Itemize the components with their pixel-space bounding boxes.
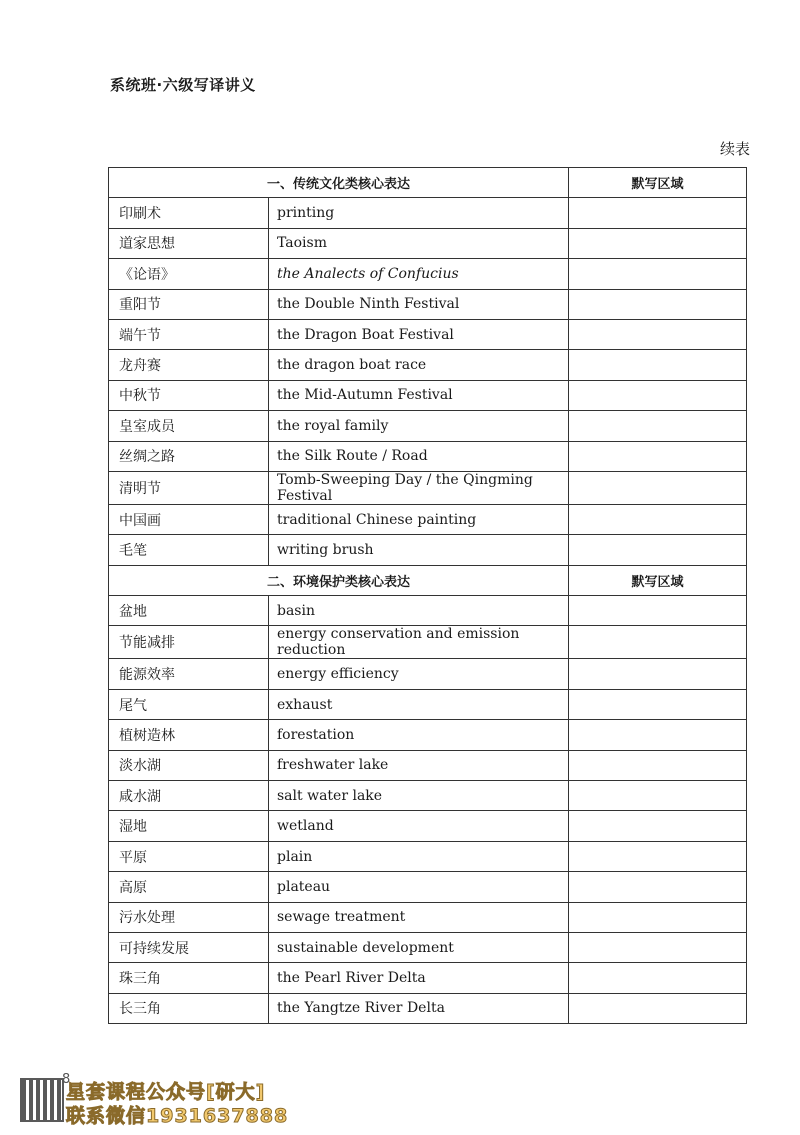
practice-blank-cell[interactable] [569, 411, 747, 441]
table-row [109, 872, 747, 902]
chinese-term-cell: 咸水湖 [109, 781, 269, 811]
chinese-term-cell: 节能减排 [109, 626, 269, 659]
table-row [109, 963, 747, 993]
english-term-cell: Tomb-Sweeping Day / the Qingming Festival [269, 471, 569, 504]
section-header-row [109, 565, 747, 595]
chinese-term-cell: 毛笔 [109, 535, 269, 565]
table-row [109, 689, 747, 719]
chinese-term-cell: 盆地 [109, 596, 269, 626]
vocabulary-table [108, 167, 747, 1024]
chinese-term-cell: 平原 [109, 841, 269, 871]
table-row [109, 811, 747, 841]
watermark-line-2: 联系微信1931637888 [66, 1105, 289, 1127]
chinese-term-cell: 高原 [109, 872, 269, 902]
chinese-term-cell: 道家思想 [109, 228, 269, 258]
english-term-cell: energy conservation and emission reduction [269, 626, 569, 659]
table-row [109, 441, 747, 471]
english-term-cell: writing brush [269, 535, 569, 565]
table-row [109, 319, 747, 349]
english-term-cell: traditional Chinese painting [269, 504, 569, 534]
practice-blank-cell[interactable] [569, 228, 747, 258]
chinese-term-cell: 尾气 [109, 689, 269, 719]
chinese-term-cell: 清明节 [109, 471, 269, 504]
practice-blank-cell[interactable] [569, 471, 747, 504]
chinese-term-cell: 长三角 [109, 993, 269, 1023]
chinese-term-cell: 印刷术 [109, 198, 269, 228]
practice-blank-cell[interactable] [569, 902, 747, 932]
table-row [109, 626, 747, 659]
practice-blank-cell[interactable] [569, 872, 747, 902]
chinese-term-cell: 淡水湖 [109, 750, 269, 780]
table-row [109, 471, 747, 504]
practice-blank-cell[interactable] [569, 963, 747, 993]
chinese-term-cell: 湿地 [109, 811, 269, 841]
english-term-cell: energy efficiency [269, 659, 569, 689]
english-term-cell: forestation [269, 720, 569, 750]
practice-blank-cell[interactable] [569, 504, 747, 534]
table-row [109, 993, 747, 1023]
practice-blank-cell[interactable] [569, 781, 747, 811]
chinese-term-cell: 皇室成员 [109, 411, 269, 441]
chinese-term-cell: 端午节 [109, 319, 269, 349]
table-row [109, 228, 747, 258]
english-term-cell: exhaust [269, 689, 569, 719]
table-row [109, 596, 747, 626]
english-term-cell: the Mid-Autumn Festival [269, 380, 569, 410]
english-term-cell: freshwater lake [269, 750, 569, 780]
page-number: 8 [62, 1072, 71, 1087]
table-row [109, 380, 747, 410]
practice-blank-cell[interactable] [569, 350, 747, 380]
practice-blank-cell[interactable] [569, 259, 747, 289]
english-term-cell: salt water lake [269, 781, 569, 811]
practice-area-heading: 默写区域 [569, 565, 747, 595]
english-term-cell: the Pearl River Delta [269, 963, 569, 993]
watermark-line-1: 星套课程公众号[研大] [66, 1081, 266, 1103]
english-term-cell: the royal family [269, 411, 569, 441]
practice-blank-cell[interactable] [569, 626, 747, 659]
table-row [109, 289, 747, 319]
english-term-cell: the dragon boat race [269, 350, 569, 380]
table-row [109, 259, 747, 289]
practice-blank-cell[interactable] [569, 380, 747, 410]
table-row [109, 781, 747, 811]
english-term-cell: the Silk Route / Road [269, 441, 569, 471]
practice-blank-cell[interactable] [569, 811, 747, 841]
practice-blank-cell[interactable] [569, 289, 747, 319]
practice-blank-cell[interactable] [569, 441, 747, 471]
chinese-term-cell: 重阳节 [109, 289, 269, 319]
english-term-cell: printing [269, 198, 569, 228]
chinese-term-cell: 龙舟赛 [109, 350, 269, 380]
chinese-term-cell: 《论语》 [109, 259, 269, 289]
english-term-cell: Taoism [269, 228, 569, 258]
practice-blank-cell[interactable] [569, 750, 747, 780]
english-term-cell: the Analects of Confucius [269, 259, 569, 289]
practice-blank-cell[interactable] [569, 535, 747, 565]
practice-blank-cell[interactable] [569, 198, 747, 228]
chinese-term-cell: 植树造林 [109, 720, 269, 750]
table-row [109, 841, 747, 871]
table-row [109, 902, 747, 932]
table-row [109, 504, 747, 534]
english-term-cell: the Double Ninth Festival [269, 289, 569, 319]
chinese-term-cell: 丝绸之路 [109, 441, 269, 471]
qr-code-icon [20, 1078, 64, 1122]
table-row [109, 350, 747, 380]
chinese-term-cell: 珠三角 [109, 963, 269, 993]
practice-blank-cell[interactable] [569, 319, 747, 349]
practice-area-heading: 默写区域 [569, 168, 747, 198]
section-heading: 一、传统文化类核心表达 [109, 168, 569, 198]
section-header-row [109, 168, 747, 198]
table-row [109, 932, 747, 962]
english-term-cell: plateau [269, 872, 569, 902]
english-term-cell: the Dragon Boat Festival [269, 319, 569, 349]
chinese-term-cell: 中秋节 [109, 380, 269, 410]
practice-blank-cell[interactable] [569, 596, 747, 626]
section-heading: 二、环境保护类核心表达 [109, 565, 569, 595]
practice-blank-cell[interactable] [569, 720, 747, 750]
english-term-cell: wetland [269, 811, 569, 841]
practice-blank-cell[interactable] [569, 659, 747, 689]
practice-blank-cell[interactable] [569, 841, 747, 871]
chinese-term-cell: 可持续发展 [109, 932, 269, 962]
chinese-term-cell: 污水处理 [109, 902, 269, 932]
table-continued-label: 续表 [719, 140, 750, 158]
table-row [109, 411, 747, 441]
vocabulary-table-body [109, 168, 747, 1024]
table-row [109, 535, 747, 565]
practice-blank-cell[interactable] [569, 932, 747, 962]
table-row [109, 659, 747, 689]
practice-blank-cell[interactable] [569, 689, 747, 719]
practice-blank-cell[interactable] [569, 993, 747, 1023]
document-header-title: 系统班·六级写译讲义 [110, 76, 256, 94]
english-term-cell: the Yangtze River Delta [269, 993, 569, 1023]
chinese-term-cell: 中国画 [109, 504, 269, 534]
table-row [109, 198, 747, 228]
english-term-cell: plain [269, 841, 569, 871]
chinese-term-cell: 能源效率 [109, 659, 269, 689]
english-term-cell: sewage treatment [269, 902, 569, 932]
english-term-cell: sustainable development [269, 932, 569, 962]
table-row [109, 720, 747, 750]
english-term-cell: basin [269, 596, 569, 626]
table-row [109, 750, 747, 780]
